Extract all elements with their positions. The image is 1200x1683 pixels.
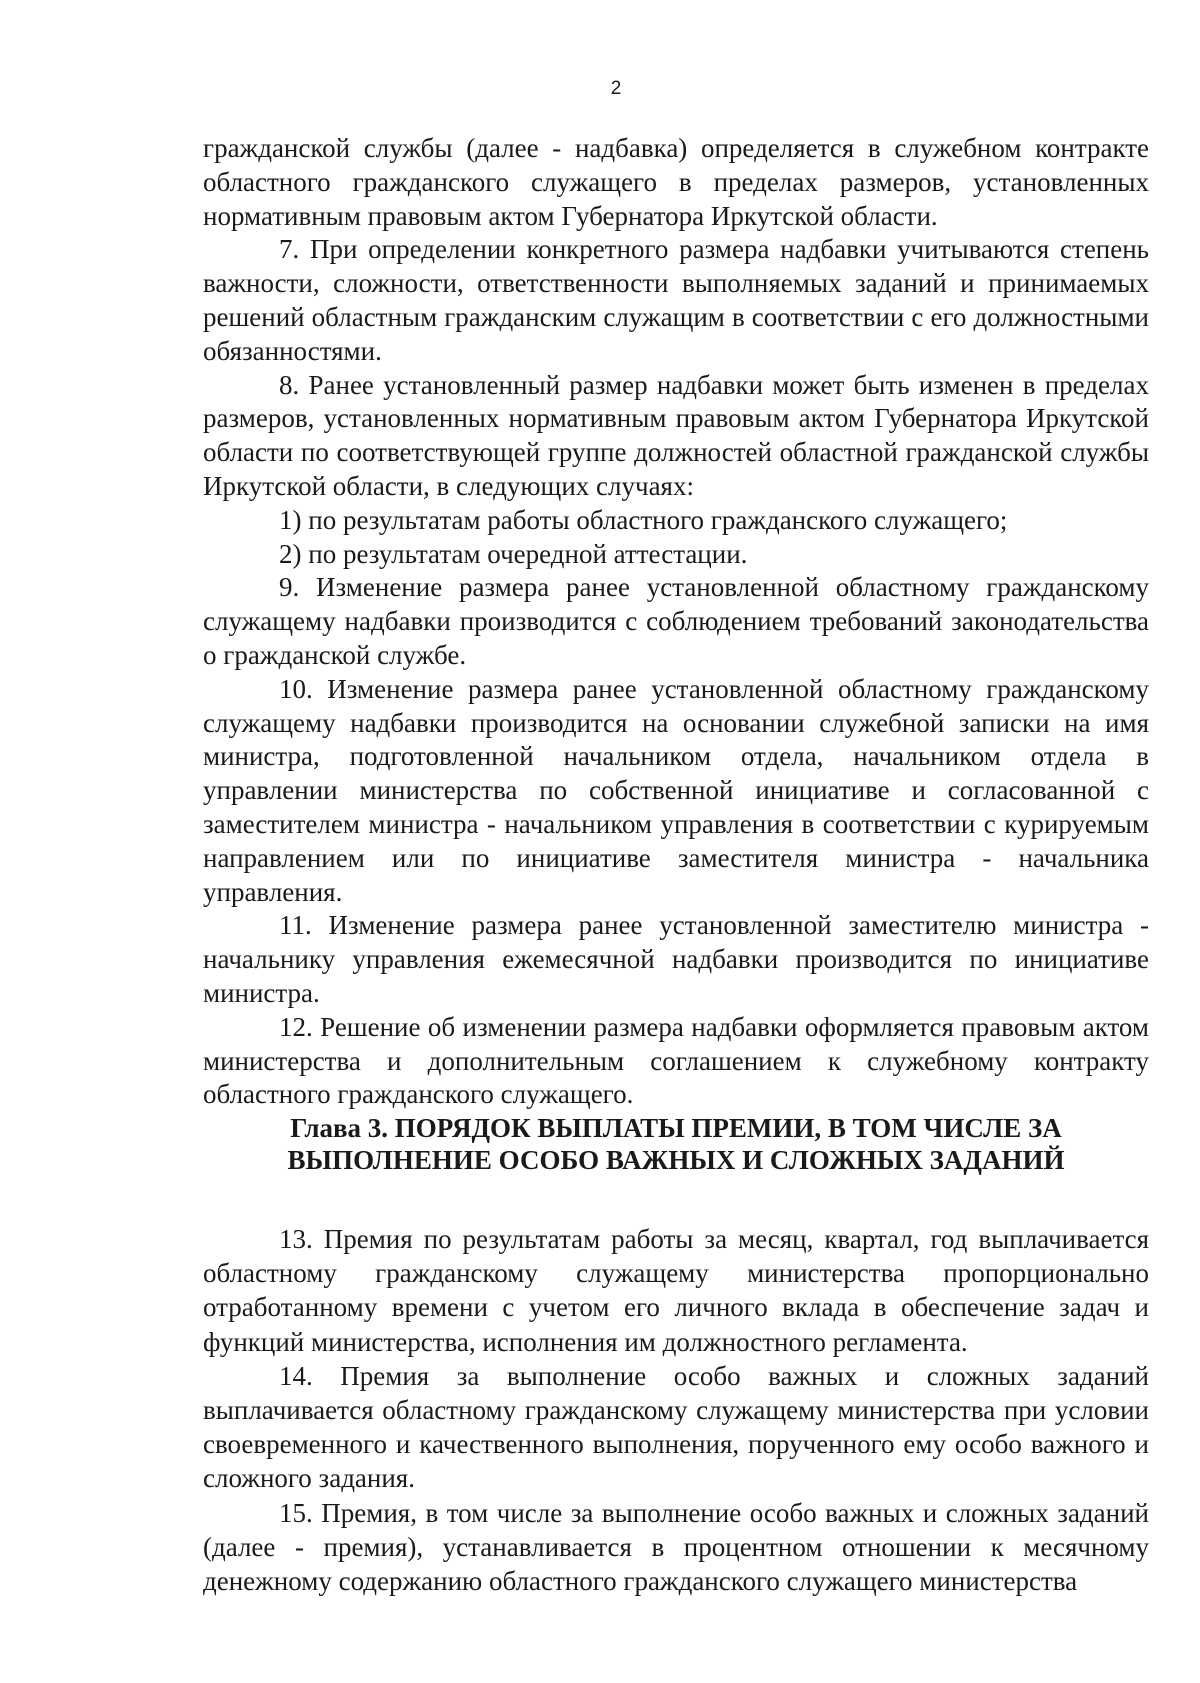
paragraph-7: 7. При определении конкретного размера надбавки учитываются степень важности, сложности, ответственности выполняемых заданий и принимаемых решений областным гражданским служащим в соответствии с его должностными обязанностями. bbox=[203, 234, 1149, 366]
paragraph-11: 11. Изменение размера ранее установленной заместителю министра - начальнику управления ежемесячной надбавки производится по инициативе министра. bbox=[203, 910, 1149, 1008]
document-body-bottom bbox=[203, 1222, 1149, 1598]
document-body-top bbox=[203, 132, 1149, 1112]
chapter-heading-line-2: ВЫПОЛНЕНИЕ ОСОБО ВАЖНЫХ И СЛОЖНЫХ ЗАДАНИЙ bbox=[287, 1145, 1065, 1175]
paragraph-12: 12. Решение об изменении размера надбавки оформляется правовым актом министерства и дополнительным соглашением к служебному контракту областного гражданского служащего. bbox=[203, 1011, 1149, 1110]
page-number: 2 bbox=[610, 78, 622, 99]
chapter-heading bbox=[203, 1112, 1149, 1176]
paragraph-continuation: гражданской службы (далее - надбавка) определяется в служебном контракте областного гражданского служащего в пределах размеров, установленных нормативным правовым актом Губернатора Иркутской области. bbox=[203, 133, 1149, 231]
paragraph-8-item-2: 2) по результатам очередной аттестации. bbox=[279, 538, 748, 569]
paragraph-10: 10. Изменение размера ранее установленной областному гражданскому служащему надбавки производится на основании служебной записки на имя министра, подготовленной начальником отдела, начальником отдела в управлении министерства по собственной инициативе и согласованной с заместителем министра - начальником управления в соответствии с курируемым направлением или по инициативе заместителя министра - начальника управления. bbox=[203, 673, 1149, 907]
paragraph-8: 8. Ранее установленный размер надбавки может быть изменен в пределах размеров, установленных нормативным правовым актом Губернатора Иркутской области по соответствующей группе должностей областной гражданской службы Иркутской области, в следующих случаях: bbox=[203, 369, 1149, 501]
paragraph-14: 14. Премия за выполнение особо важных и сложных заданий выплачивается областному гражданскому служащему министерства при условии своевременного и качественного выполнения, порученного ему особо важного и сложного задания. bbox=[203, 1360, 1149, 1494]
paragraph-9: 9. Изменение размера ранее установленной областному гражданскому служащему надбавки производится с соблюдением требований законодательства о гражданской службе. bbox=[203, 572, 1149, 670]
paragraph-8-item-1: 1) по результатам работы областного гражданского служащего; bbox=[279, 504, 1008, 535]
paragraph-13: 13. Премия по результатам работы за месяц, квартал, год выплачивается областному гражданскому служащему министерства пропорционально отработанному времени с учетом его личного вклада в обеспечение задач и функций министерства, исполнения им должностного регламента. bbox=[203, 1224, 1149, 1357]
paragraph-15: 15. Премия, в том числе за выполнение особо важных и сложных заданий (далее - премия), устанавливается в процентном отношении к месячному денежному содержанию областного гражданского служащего министерства bbox=[203, 1497, 1149, 1597]
chapter-heading-line-1: Глава 3. ПОРЯДОК ВЫПЛАТЫ ПРЕМИИ, В ТОМ ЧИСЛЕ ЗА bbox=[290, 1113, 1062, 1143]
